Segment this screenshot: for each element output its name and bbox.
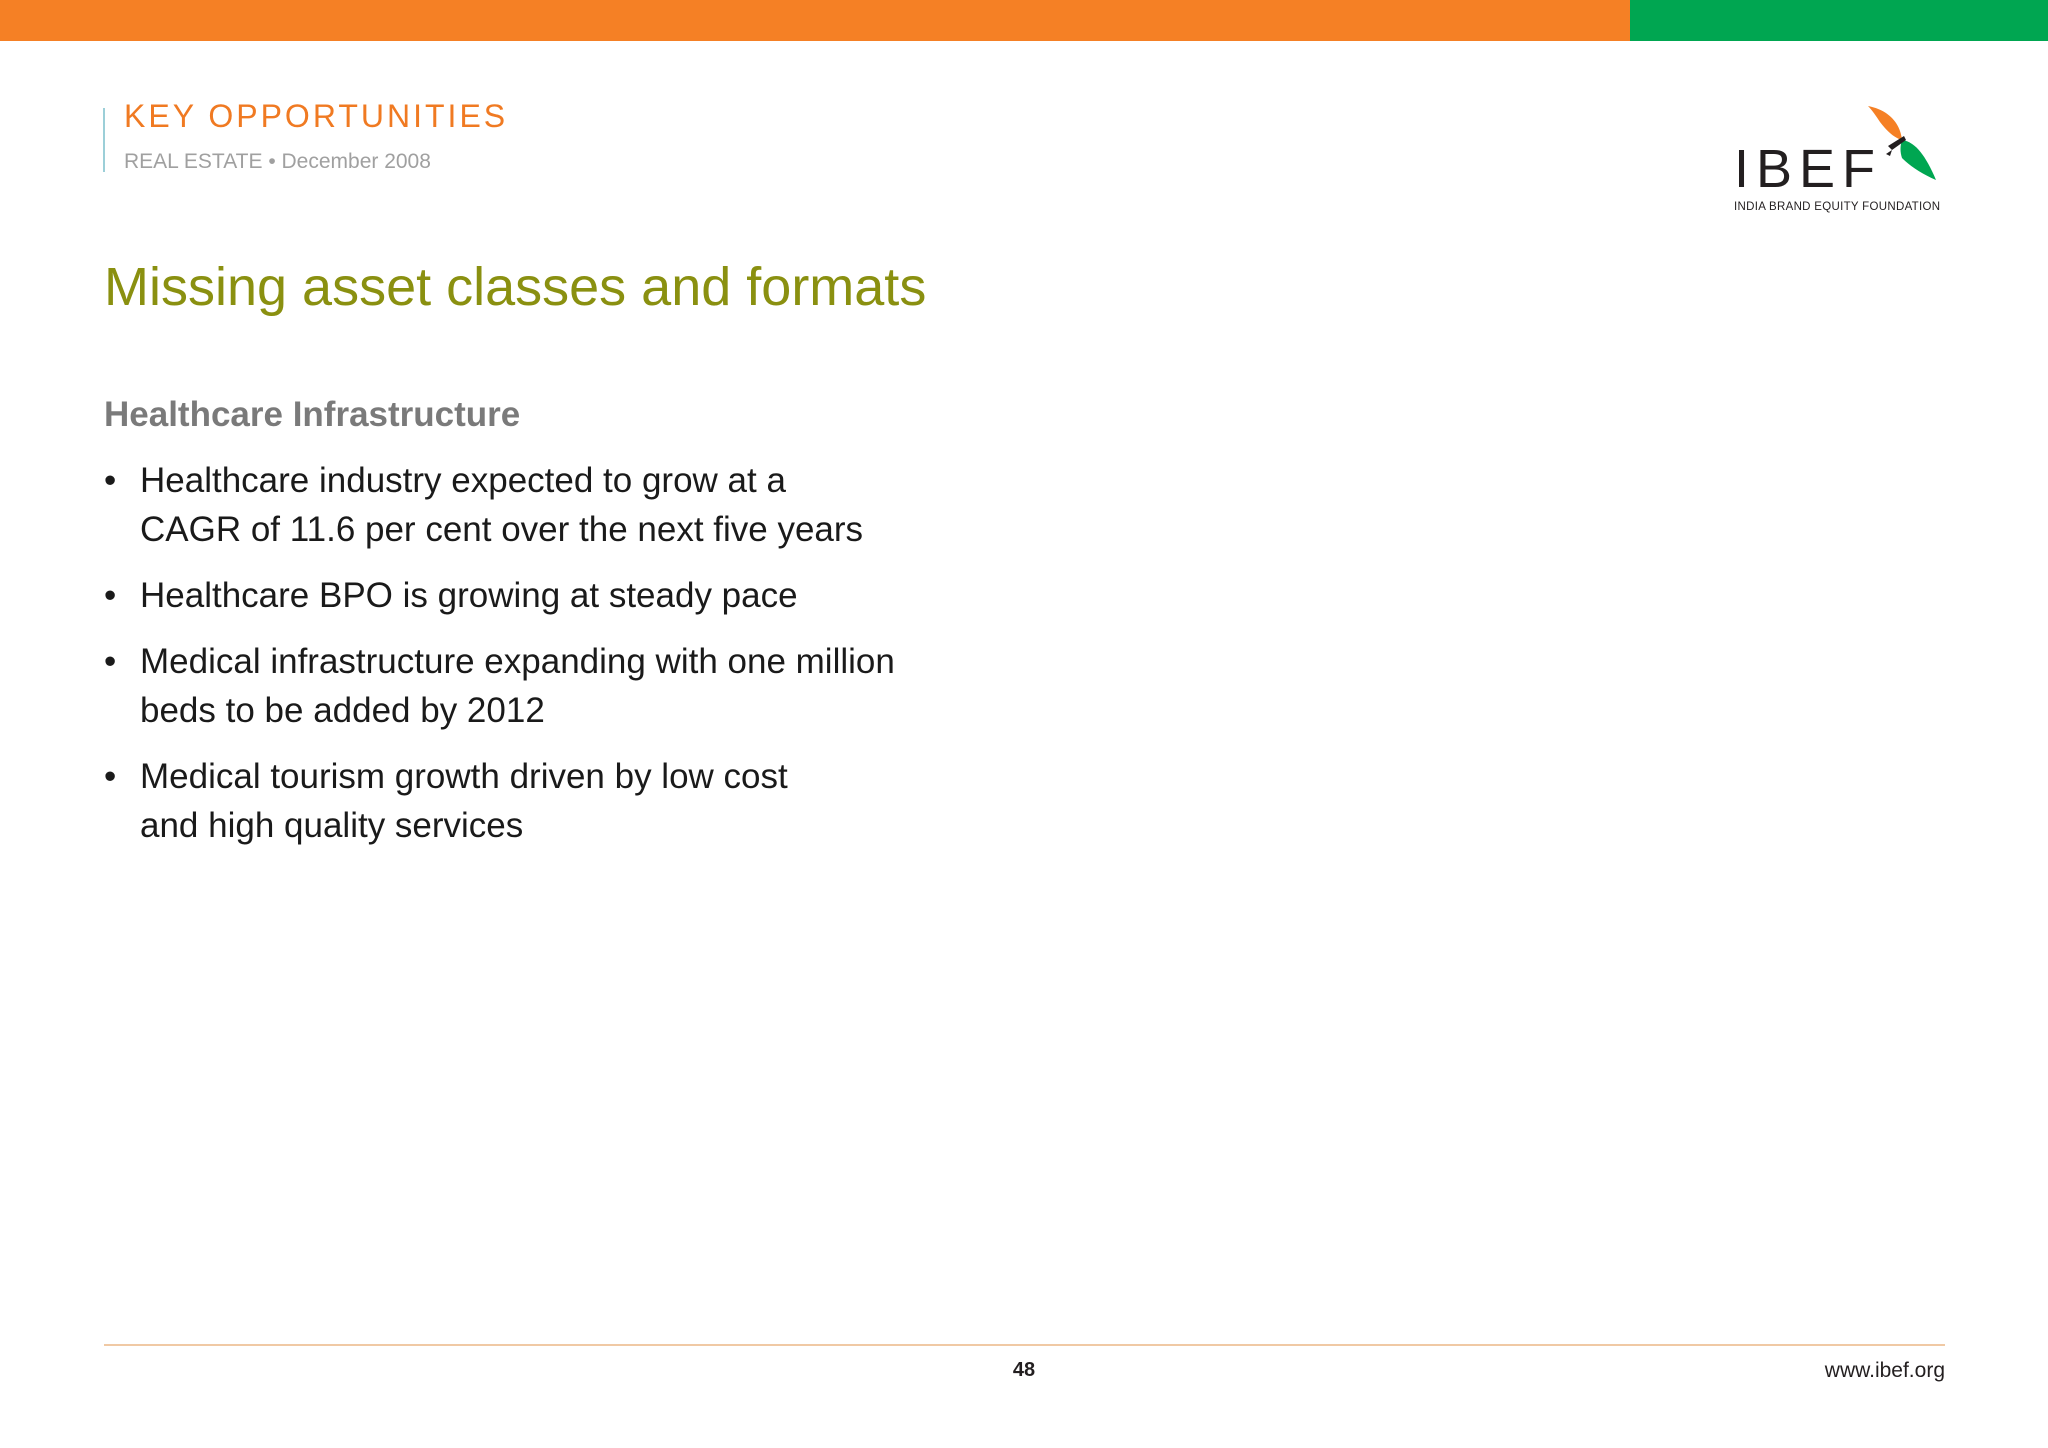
bullet-text-line: CAGR of 11.6 per cent over the next five years [140, 510, 864, 549]
bullet-text-line: and high quality services [140, 806, 524, 845]
bullet-icon: • [104, 461, 117, 500]
logo-wordmark: IBEF [1734, 139, 1883, 199]
logo-tagline: INDIA BRAND EQUITY FOUNDATION [1734, 201, 1941, 213]
bullet-list [104, 456, 1004, 867]
bullet-icon: • [104, 576, 117, 615]
section-label: KEY OPPORTUNITIES [124, 98, 509, 134]
section-heading: Healthcare Infrastructure [104, 395, 521, 434]
bullet-text-line: Medical tourism growth driven by low cost [140, 757, 788, 796]
top-color-bar-orange [0, 0, 1630, 41]
bullet-text-line: Healthcare industry expected to grow at a [140, 461, 786, 500]
page-title: Missing asset classes and formats [104, 257, 927, 317]
bullet-text-line: beds to be added by 2012 [140, 691, 545, 730]
bullet-item [104, 637, 1004, 735]
bullet-icon: • [104, 757, 117, 796]
website-link[interactable]: www.ibef.org [1824, 1359, 1945, 1382]
bullet-item [104, 456, 1004, 554]
bullet-item [104, 571, 1004, 620]
bullet-text-line: Medical infrastructure expanding with one million [140, 642, 895, 681]
page-number: 48 [1012, 1359, 1036, 1381]
footer-divider [104, 1344, 1945, 1346]
bullet-icon: • [104, 642, 117, 681]
bird-logo-icon [1844, 100, 1954, 190]
header-divider [103, 108, 105, 172]
ibef-logo [1730, 100, 1950, 220]
document-subtitle: REAL ESTATE • December 2008 [124, 150, 431, 173]
bullet-text-line: Healthcare BPO is growing at steady pace [140, 576, 798, 615]
bullet-item [104, 752, 1004, 850]
top-color-bar-green [1630, 0, 2048, 41]
